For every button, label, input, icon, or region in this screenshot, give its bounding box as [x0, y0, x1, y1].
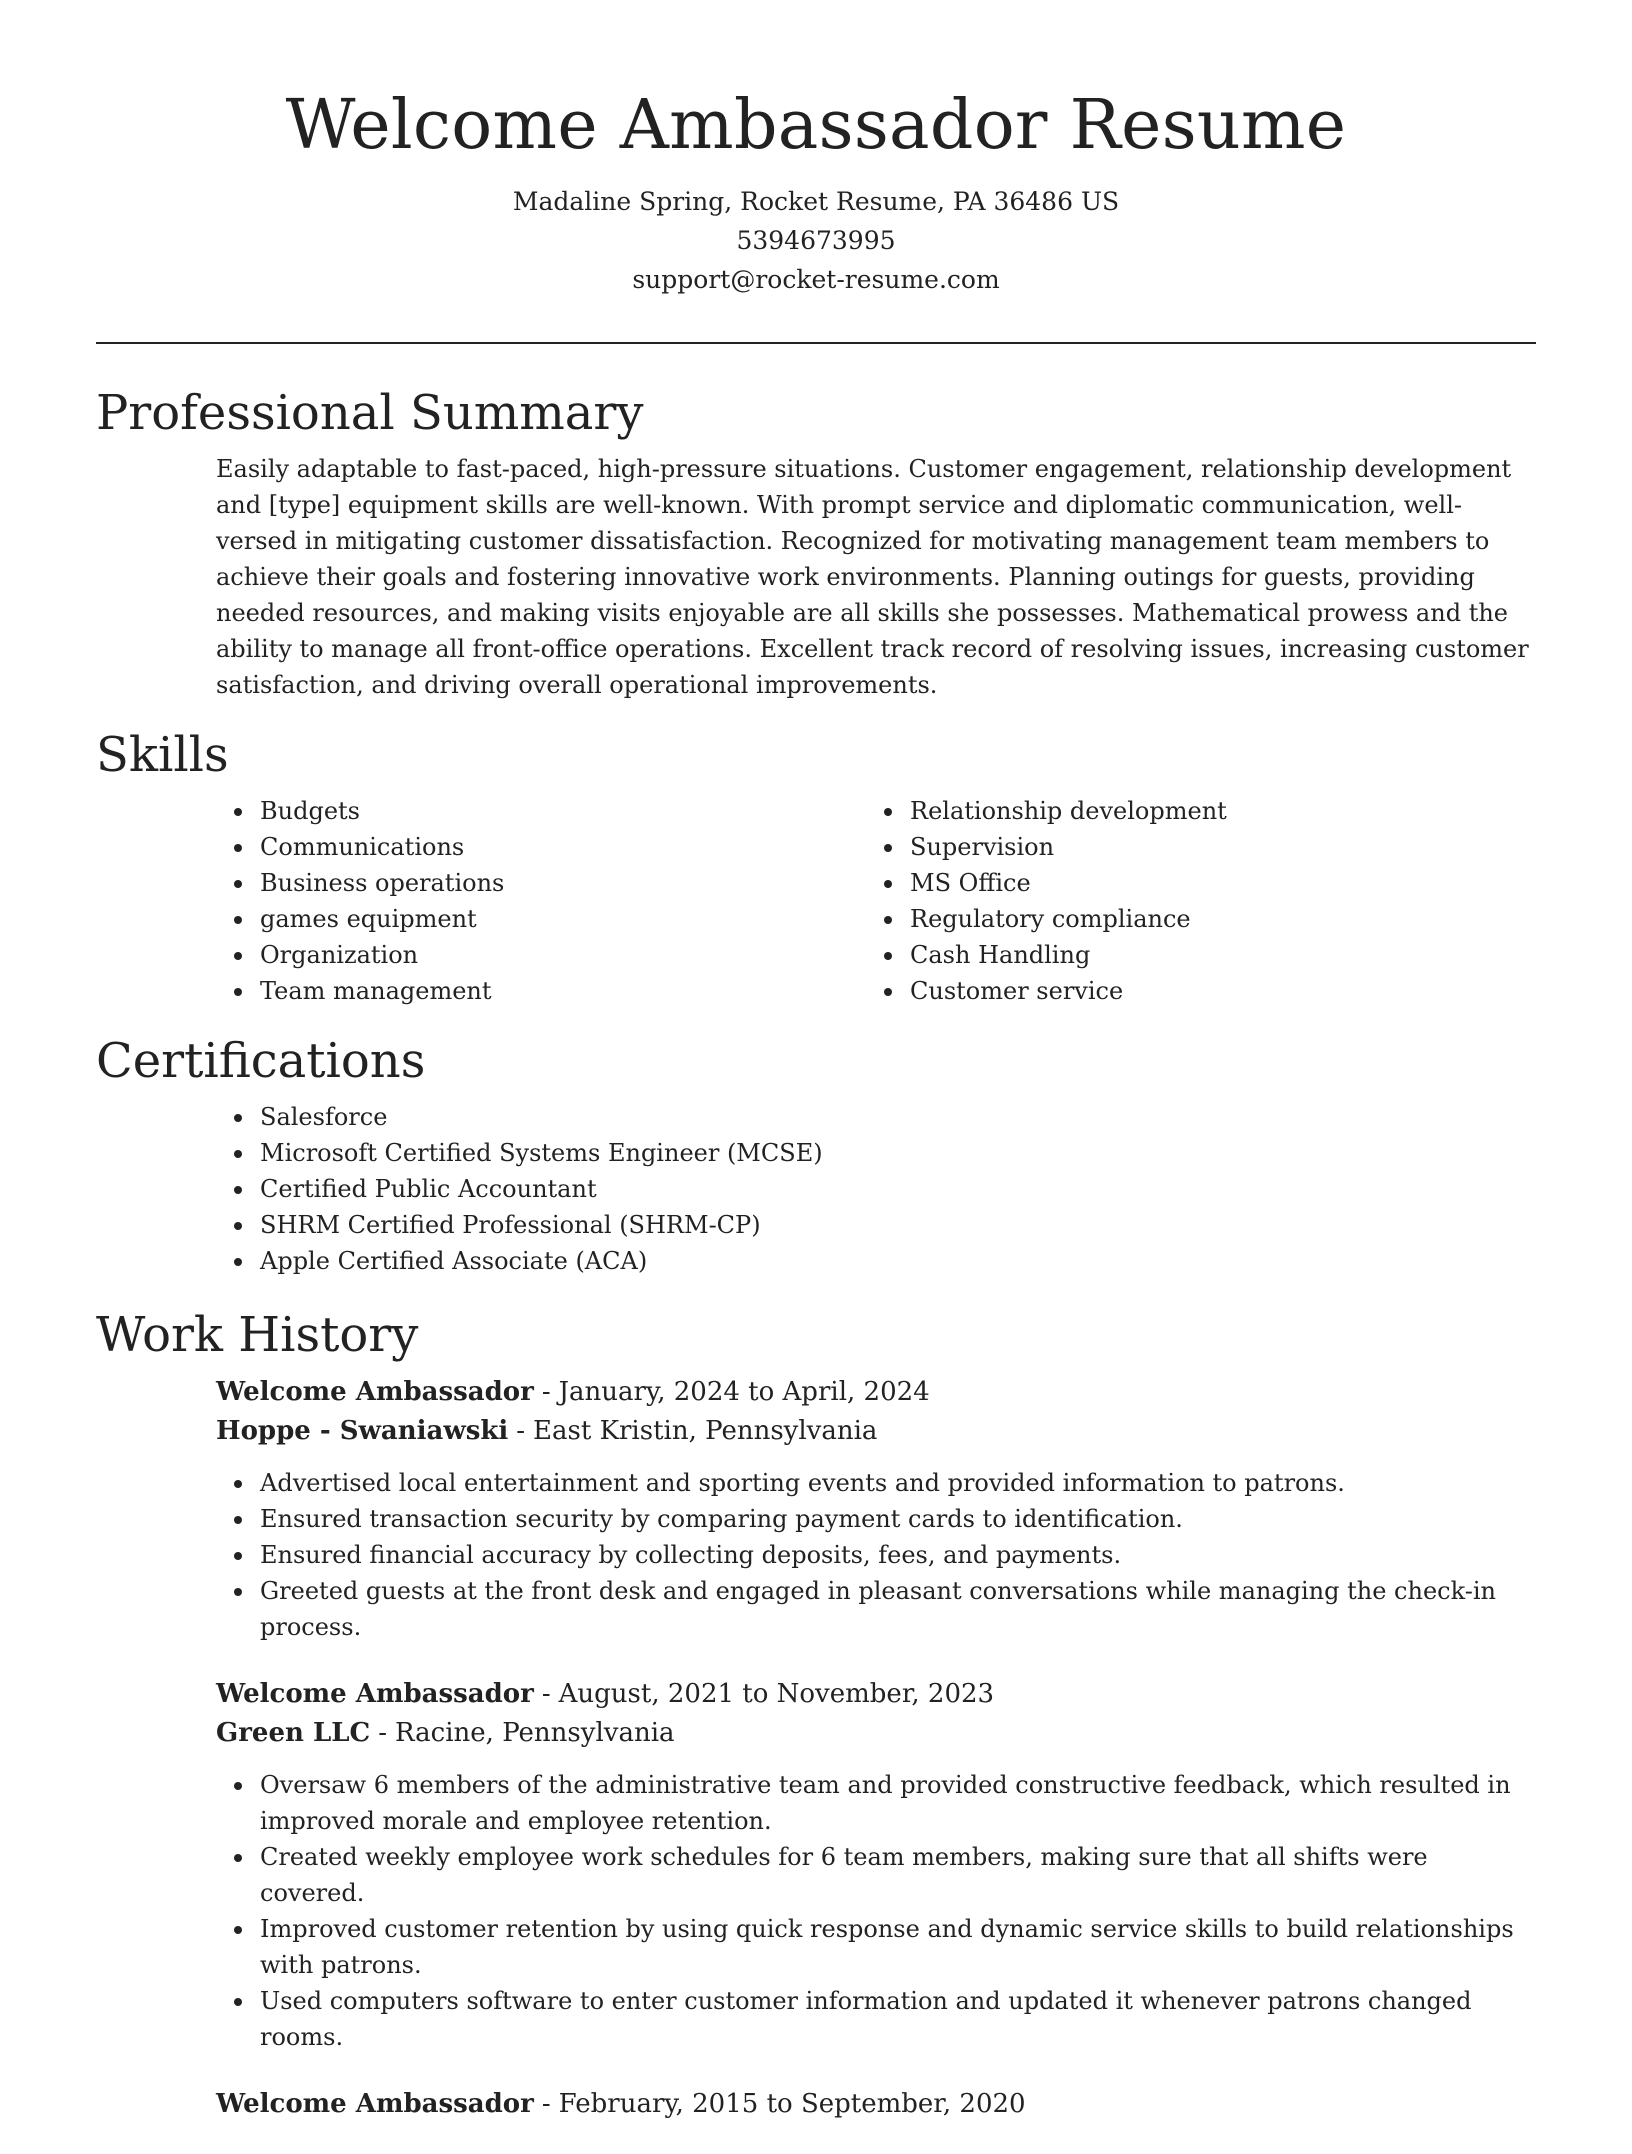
certifications-heading: Certifications [96, 1033, 426, 1089]
certifications-section [96, 1023, 1536, 1279]
certification-item: Salesforce [216, 1099, 1536, 1135]
skill-item: Business operations [216, 865, 866, 901]
job-company: Hoppe - Swaniawski [216, 1416, 509, 1446]
job-bullet: Advertised local entertainment and sporting events and provided information to patrons. [216, 1465, 1536, 1501]
job-dates: August, 2021 to November, 2023 [558, 1679, 995, 1709]
skill-item: Supervision [866, 829, 1516, 865]
job-title: Welcome Ambassador [216, 1679, 534, 1709]
resume-body [96, 375, 1536, 2154]
job-entry [216, 1373, 1536, 1645]
skills-list-right [866, 793, 1516, 1009]
skill-item: Customer service [866, 973, 1516, 1009]
certifications-list [216, 1099, 1536, 1279]
skill-item: Team management [216, 973, 866, 1009]
job-dates: February, 2015 to September, 2020 [558, 2089, 1026, 2119]
skill-item: games equipment [216, 901, 866, 937]
job-separator: - [541, 2089, 551, 2119]
certification-item: SHRM Certified Professional (SHRM-CP) [216, 1207, 1536, 1243]
job-title-line [216, 2085, 1536, 2124]
skill-item: Regulatory compliance [866, 901, 1516, 937]
job-separator: - [378, 1718, 387, 1748]
summary-heading: Professional Summary [96, 385, 644, 441]
header-divider [96, 342, 1536, 344]
certification-item: Microsoft Certified Systems Engineer (MCSE) [216, 1135, 1536, 1171]
job-company: Green LLC [216, 1718, 371, 1748]
skill-item: Relationship development [866, 793, 1516, 829]
summary-text: Easily adaptable to fast-paced, high-pressure situations. Customer engagement, relationship development and [type] equipment skills are well-known. With prompt service and diplomatic communication, well-versed in mitigating customer dissatisfaction. Recognized for motivating management team members to achieve their goals and fostering innovative work environments. Planning outings for guests, providing needed resources, and making visits enjoyable are all skills she possesses. Mathematical prowess and the ability to manage all front-office operations. Excellent track record of resolving issues, increasing customer satisfaction, and driving overall operational improvements. [216, 455, 1529, 699]
skill-item: Cash Handling [866, 937, 1516, 973]
work-history-section [96, 1297, 1536, 2124]
skill-item: Budgets [216, 793, 866, 829]
job-company-line [216, 1714, 1536, 1753]
job-bullet: Created weekly employee work schedules for 6 team members, making sure that all shifts were covered. [216, 1839, 1536, 1911]
job-bullets [216, 1767, 1536, 2055]
job-title-line [216, 1373, 1536, 1412]
contact-email: support@rocket-resume.com [632, 265, 1000, 294]
job-location: East Kristin, Pennsylvania [533, 1416, 878, 1446]
job-title: Welcome Ambassador [216, 1377, 534, 1407]
summary-section [96, 375, 1536, 703]
skill-item: MS Office [866, 865, 1516, 901]
job-title-line [216, 1675, 1536, 1714]
job-separator: - [516, 1416, 526, 1446]
job-bullet: Ensured transaction security by comparing payment cards to identification. [216, 1501, 1536, 1537]
resume-title: Welcome Ambassador Resume [285, 86, 1347, 165]
job-company-line [216, 1412, 1536, 1451]
skills-section [96, 717, 1536, 1009]
job-title: Welcome Ambassador [216, 2089, 534, 2119]
job-separator: - [541, 1377, 551, 1407]
contact-block [96, 182, 1536, 299]
job-bullet: Oversaw 6 members of the administrative team and provided constructive feedback, which resulted in improved morale and employee retention. [216, 1767, 1536, 1839]
job-location: Racine, Pennsylvania [395, 1718, 675, 1748]
contact-address: Madaline Spring, Rocket Resume, PA 36486 US [512, 187, 1120, 216]
resume-header [96, 78, 1536, 299]
job-bullet: Greeted guests at the front desk and engaged in pleasant conversations while managing the check-in process. [216, 1573, 1536, 1645]
job-bullet: Ensured financial accuracy by collecting deposits, fees, and payments. [216, 1537, 1536, 1573]
job-entry [216, 2085, 1536, 2124]
job-separator: - [541, 1679, 551, 1709]
certification-item: Apple Certified Associate (ACA) [216, 1243, 1536, 1279]
job-bullets [216, 1465, 1536, 1645]
contact-phone: 5394673995 [736, 226, 896, 255]
job-entry [216, 1675, 1536, 2055]
skills-heading: Skills [96, 727, 229, 783]
skill-item: Organization [216, 937, 866, 973]
skill-item: Communications [216, 829, 866, 865]
job-bullet: Improved customer retention by using quick response and dynamic service skills to build relationships with patrons. [216, 1911, 1536, 1983]
certification-item: Certified Public Accountant [216, 1171, 1536, 1207]
skills-list-left [216, 793, 866, 1009]
work-history-heading: Work History [96, 1307, 419, 1363]
job-dates: January, 2024 to April, 2024 [558, 1377, 930, 1407]
job-bullet: Used computers software to enter customer information and updated it whenever patrons changed rooms. [216, 1983, 1536, 2055]
skills-columns [216, 793, 1536, 1009]
